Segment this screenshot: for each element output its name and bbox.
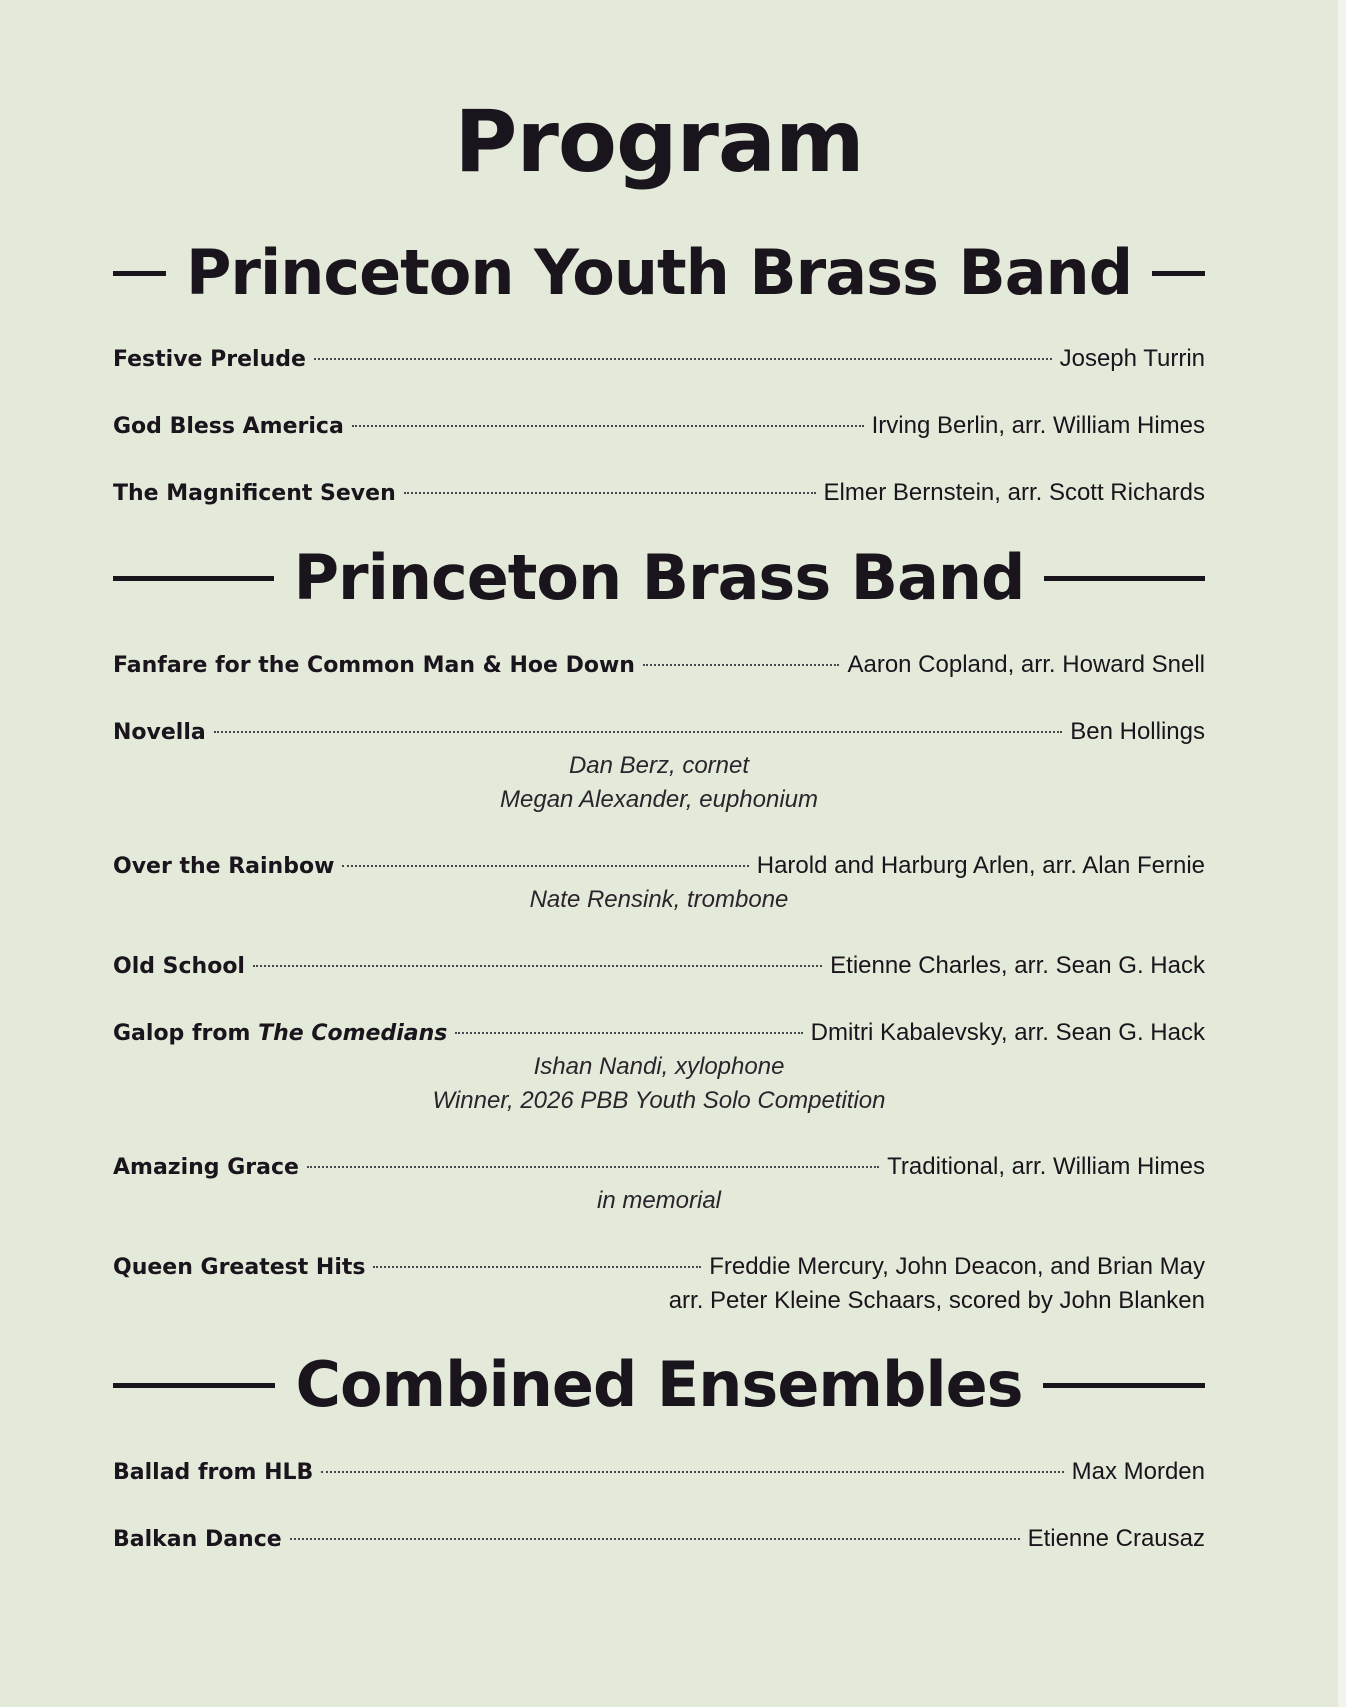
page-title: Program <box>454 92 864 192</box>
section-heading: Princeton Brass Band <box>293 541 1025 614</box>
piece-title: Fanfare for the Common Man & Hoe Down <box>113 653 635 678</box>
composer-credit: Elmer Bernstein, arr. Scott Richards <box>823 479 1205 506</box>
section-heading: Princeton Youth Brass Band <box>185 236 1133 309</box>
entry-line <box>113 715 1205 749</box>
dot-leader <box>643 664 840 666</box>
piece-title: Festive Prelude <box>113 347 306 372</box>
performer-note: Dan Berz, cornet <box>568 752 750 779</box>
dot-leader <box>321 1471 1063 1473</box>
program-entry <box>113 648 1205 682</box>
piece-title-italic: The Comedians <box>258 1021 448 1046</box>
entry-line <box>113 409 1205 443</box>
dot-leader <box>352 425 864 427</box>
composer-credit: Etienne Crausaz <box>1027 1525 1205 1552</box>
performer-note: in memorial <box>596 1187 722 1214</box>
entry-line <box>113 342 1205 376</box>
composer-credit: Ben Hollings <box>1070 718 1205 745</box>
section-heading: Combined Ensembles <box>295 1348 1023 1421</box>
program-entry <box>113 342 1205 376</box>
dot-leader <box>373 1266 701 1268</box>
program-entry <box>113 849 1205 917</box>
section-rule-right <box>1043 1383 1205 1388</box>
section-header-combined-ensembles <box>113 1345 1205 1425</box>
program-entry <box>113 1455 1205 1489</box>
composer-credit-continuation: arr. Peter Kleine Schaars, scored by John Blanken <box>668 1287 1205 1314</box>
dot-leader <box>307 1166 879 1168</box>
entry-line <box>113 1150 1205 1184</box>
composer-credit: Dmitri Kabalevsky, arr. Sean G. Hack <box>810 1019 1205 1046</box>
composer-credit: Freddie Mercury, John Deacon, and Brian May <box>709 1253 1205 1280</box>
program-entry <box>113 949 1205 983</box>
entry-line <box>113 1250 1205 1284</box>
program-entry <box>113 1522 1205 1556</box>
composer-credit: Harold and Harburg Arlen, arr. Alan Fernie <box>756 852 1205 879</box>
piece-title: Old School <box>113 954 245 979</box>
dot-leader <box>314 358 1052 360</box>
composer-credit: Aaron Copland, arr. Howard Snell <box>847 651 1205 678</box>
entry-line <box>113 648 1205 682</box>
dot-leader <box>404 492 816 494</box>
piece-title: The Magnificent Seven <box>113 481 396 506</box>
composer-credit: Irving Berlin, arr. William Himes <box>871 412 1205 439</box>
composer-credit: Joseph Turrin <box>1059 345 1205 372</box>
program-entry <box>113 1250 1205 1318</box>
composer-credit: Traditional, arr. William Himes <box>887 1153 1205 1180</box>
piece-title: Ballad from HLB <box>113 1460 314 1485</box>
performer-note: Nate Rensink, trombone <box>529 886 789 913</box>
program-entry <box>113 476 1205 510</box>
composer-credit: Max Morden <box>1071 1458 1205 1485</box>
section-rule-right <box>1044 576 1205 581</box>
entry-line <box>113 1522 1205 1556</box>
dot-leader <box>214 731 1063 733</box>
performer-note: Megan Alexander, euphonium <box>500 786 818 813</box>
section-rule-right <box>1152 271 1205 276</box>
performer-note: Ishan Nandi, xylophone <box>533 1053 785 1080</box>
composer-credit: Etienne Charles, arr. Sean G. Hack <box>830 952 1205 979</box>
entry-line <box>113 1455 1205 1489</box>
piece-title <box>113 1017 447 1051</box>
piece-title-prefix: Galop from <box>113 1021 259 1046</box>
dot-leader <box>253 965 822 967</box>
performer-note: Winner, 2026 PBB Youth Solo Competition <box>432 1087 886 1114</box>
dot-leader <box>290 1538 1020 1540</box>
piece-title: Novella <box>113 720 206 745</box>
entry-line <box>113 1016 1205 1050</box>
page-edge <box>1338 0 1346 1707</box>
dot-leader <box>342 865 748 867</box>
section-header-youth-brass-band <box>113 233 1205 313</box>
entry-line <box>113 476 1205 510</box>
piece-title: God Bless America <box>113 414 344 439</box>
piece-title: Amazing Grace <box>113 1155 299 1180</box>
entry-line <box>113 849 1205 883</box>
program-entry <box>113 1150 1205 1218</box>
piece-title: Queen Greatest Hits <box>113 1255 366 1280</box>
program-entry <box>113 1016 1205 1118</box>
section-rule-left <box>113 576 274 581</box>
piece-title: Balkan Dance <box>113 1527 282 1552</box>
section-rule-left <box>113 1383 275 1388</box>
section-header-brass-band <box>113 538 1205 618</box>
program-entry <box>113 409 1205 443</box>
program-entry <box>113 715 1205 817</box>
dot-leader <box>455 1032 802 1034</box>
piece-title: Over the Rainbow <box>113 854 335 879</box>
entry-line <box>113 949 1205 983</box>
section-rule-left <box>113 271 166 276</box>
